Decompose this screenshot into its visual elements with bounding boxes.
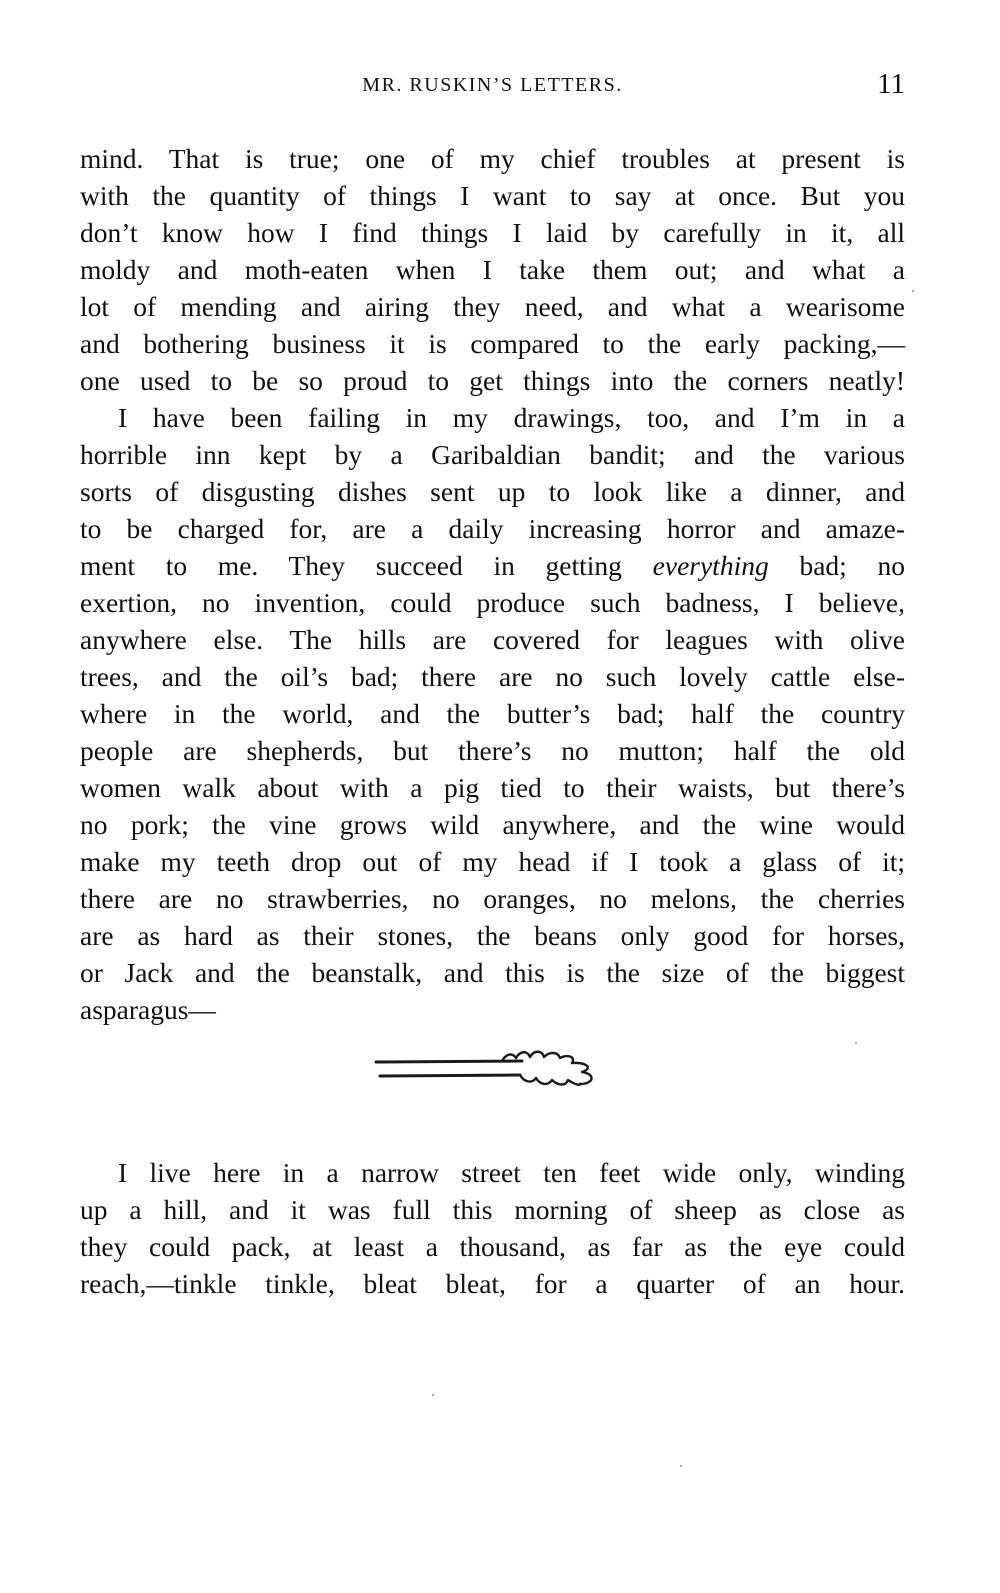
text-line: asparagus— [80,994,216,1025]
text-fragment: ment to me. They succeed in getting [80,550,622,581]
text-line: or Jack and the beanstalk, and this is the size of the biggest [80,957,905,988]
paper-speck [912,290,914,292]
text-line: moldy and moth-eaten when I take them out; and what a [80,254,905,285]
text-line: where in the world, and the butter’s bad; half the country [80,698,905,729]
running-head [80,68,905,104]
text-line: they could pack, at least a thousand, as far as the eye could [80,1231,905,1262]
text-line: one used to be so proud to get things into the corners neatly! [80,365,905,396]
text-line-with-emphasis [80,547,905,584]
text-line: up a hill, and it was full this morning of sheep as close as [80,1194,905,1225]
body-text-upper [80,140,905,1028]
text-line: I have been failing in my drawings, too, and I’m in a [118,402,905,433]
text-line: there are no strawberries, no oranges, no melons, the cherries [80,883,905,914]
paper-speck [680,1465,682,1467]
text-line: are as hard as their stones, the beans only good for horses, [80,920,905,951]
text-line: exertion, no invention, could produce such badness, I believe, [80,587,905,618]
text-line: people are shepherds, but there’s no mutton; half the old [80,735,905,766]
text-line: and bothering business it is compared to the early packing,— [80,328,905,359]
text-line: trees, and the oil’s bad; there are no such lovely cattle else- [80,661,905,692]
paper-speck [432,1394,434,1396]
paper-speck [855,1042,857,1044]
text-line: mind. That is true; one of my chief troubles at present is [80,143,905,174]
running-title: MR. RUSKIN’S LETTERS. [362,74,623,96]
asparagus-sketch-icon [372,1040,612,1110]
paragraph-3 [80,1154,905,1302]
paragraph-2 [80,399,905,1028]
text-line: lot of mending and airing they need, and what a wearisome [80,291,905,322]
text-line: horrible inn kept by a Garibaldian bandit; and the various [80,439,905,470]
text-line: anywhere else. The hills are covered for leagues with olive [80,624,905,655]
text-line: sorts of disgusting dishes sent up to look like a dinner, and [80,476,905,507]
body-text-lower [80,1154,905,1302]
text-line: make my teeth drop out of my head if I took a glass of it; [80,846,905,877]
text-line: reach,—tinkle tinkle, bleat bleat, for a quarter of an hour. [80,1268,905,1299]
text-line: no pork; the vine grows wild anywhere, and the wine would [80,809,905,840]
text-line: to be charged for, are a daily increasing horror and amaze- [80,513,905,544]
text-fragment: bad; no [799,550,905,581]
text-line: don’t know how I find things I laid by carefully in it, all [80,217,905,248]
paragraph-1 [80,140,905,399]
emphasis-everything: everything [652,550,769,581]
text-line: with the quantity of things I want to say at once. But you [80,180,905,211]
page-number: 11 [877,68,905,100]
text-line: women walk about with a pig tied to their waists, but there’s [80,772,905,803]
text-line: I live here in a narrow street ten feet wide only, winding [118,1157,905,1188]
